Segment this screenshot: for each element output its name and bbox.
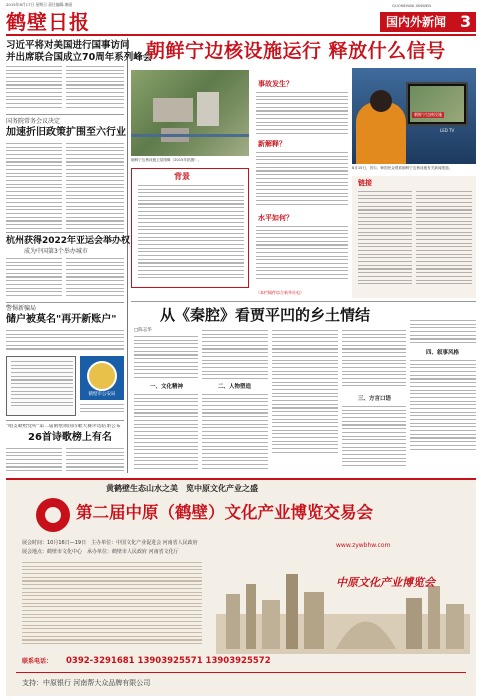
story4-body [6, 330, 124, 352]
q2-body [256, 152, 348, 207]
culture-sub1: 一、文化精神 [150, 384, 184, 390]
story5-body-b [66, 448, 124, 474]
feature-headline: 朝鲜宁边核设施运行 释放什么信号 [146, 40, 446, 62]
culture-byline: □陈志华 [134, 328, 152, 333]
story1-body-b [66, 66, 124, 110]
ad-phones: 0392-3291681 13903925571 13903925572 [66, 656, 271, 666]
culture-col4 [342, 330, 406, 389]
masthead-rule [6, 34, 476, 36]
story3-subhead: 成为中国第3个举办城市 [24, 248, 88, 255]
page-number: 3 [460, 12, 472, 31]
feature-source-note: （本栏稿件综合新华社电） [256, 290, 304, 295]
satellite-photo [131, 70, 249, 156]
culture-col4b [342, 406, 406, 469]
culture-col2b [202, 394, 268, 471]
story5-body-a [6, 448, 62, 474]
culture-col1 [134, 336, 198, 380]
police-tip-box [6, 356, 76, 416]
expo-ad [6, 478, 476, 696]
ad-info-2: 展会地点：鹤壁市文化中心 承办单位：鹤壁市人民政府 河南省文化厅 [22, 549, 179, 555]
newspaper-logo: 鹤壁日报 [6, 10, 90, 34]
column-name-bar [380, 12, 476, 32]
story2-body-b [66, 143, 124, 232]
column-name: 国内外新闻 [386, 15, 447, 29]
tv-screen-text: 朝鲜宁边核设施 [414, 112, 442, 117]
tv-brand-label: LED TV [440, 128, 455, 133]
edition-en: GUONEIWAI XINWEN [392, 3, 432, 8]
column-divider [127, 38, 128, 473]
story2-kicker: 国务院常务会议决定 [6, 118, 61, 125]
story3-body-b [66, 258, 124, 299]
q1-body [256, 92, 348, 136]
police-logo-box [80, 356, 124, 400]
date-line: 2015年8月17日 星期日 责任编辑:康丽 [6, 2, 73, 7]
ad-side-text: 中原文化产业博览会 [336, 576, 435, 589]
tv-screen [406, 82, 468, 126]
story5-kicker: "唱支歌给党听"第二届鹤壁颂国诗歌大赛评选结果公布 [6, 424, 121, 429]
ad-sponsor: 支持：中原银行 河南帮大众品牌有限公司 [22, 679, 151, 687]
story4-headline: 储户被莫名"再开新账户" [6, 314, 117, 325]
police-box-title: 鹤壁市公安局 [88, 392, 116, 397]
ad-title: 第二届中原（鹤壁）文化产业博览交易会 [76, 503, 373, 522]
ad-top-line: 黄鹤壁生态山水之美 览中原文化产业之盛 [106, 484, 258, 493]
q1-heading: 事故发生？ [258, 80, 293, 88]
culture-col1b [134, 394, 198, 471]
story3-headline: 杭州获得2022年亚运会举办权 [6, 236, 131, 246]
story2-headline: 加速折旧政策扩围至六行业 [6, 127, 126, 138]
story3-body-a [6, 258, 62, 299]
satellite-photo-caption: 朝鲜宁边核设施卫星图像（2015年拍摄）。 [131, 158, 202, 162]
q2-heading: 新解释？ [258, 140, 286, 148]
story2-body-a [6, 143, 62, 232]
story5-headline: 26首诗歌榜上有名 [28, 432, 112, 443]
story1-headline-1: 习近平将对美国进行国事访问 [6, 40, 130, 51]
q3-heading: 水平如何？ [258, 214, 293, 222]
culture-col3 [272, 330, 338, 455]
culture-col5b [410, 360, 476, 452]
culture-sub4: 四、叙事风格 [426, 350, 460, 356]
link-box-title: 链接 [358, 179, 372, 187]
story4-body-b [80, 404, 124, 415]
background-box-title: 背景 [174, 172, 190, 181]
story1-body-a [6, 66, 62, 110]
q3-body [256, 226, 348, 281]
ad-body-text [22, 562, 202, 647]
ad-phone-label: 联系电话： [22, 658, 53, 665]
expo-logo-icon [36, 498, 70, 532]
culture-col2 [202, 330, 268, 382]
ad-website[interactable]: www.zywbhw.com [336, 542, 391, 549]
culture-sub2: 二、人物塑造 [218, 384, 252, 390]
tv-news-caption: 8月15日，首尔，韩国民众观看朝鲜宁边核设施有关新闻报道。 [352, 166, 453, 170]
ad-info-1: 展会时间：10月16日—19日 主办单位：中国文化产业促进会 河南省人民政府 [22, 540, 198, 546]
culture-headline: 从《秦腔》看贾平凹的乡土情结 [160, 306, 371, 324]
story1-headline-2: 并出席联合国成立70周年系列峰会 [6, 52, 153, 63]
tv-news-photo [352, 68, 476, 164]
story4-kicker: 警惕新骗局 [6, 305, 37, 312]
police-badge-icon [87, 361, 117, 391]
background-box [131, 168, 249, 288]
culture-col5 [410, 320, 476, 346]
link-box [352, 176, 476, 298]
culture-sub3: 三、方言口语 [358, 396, 392, 402]
